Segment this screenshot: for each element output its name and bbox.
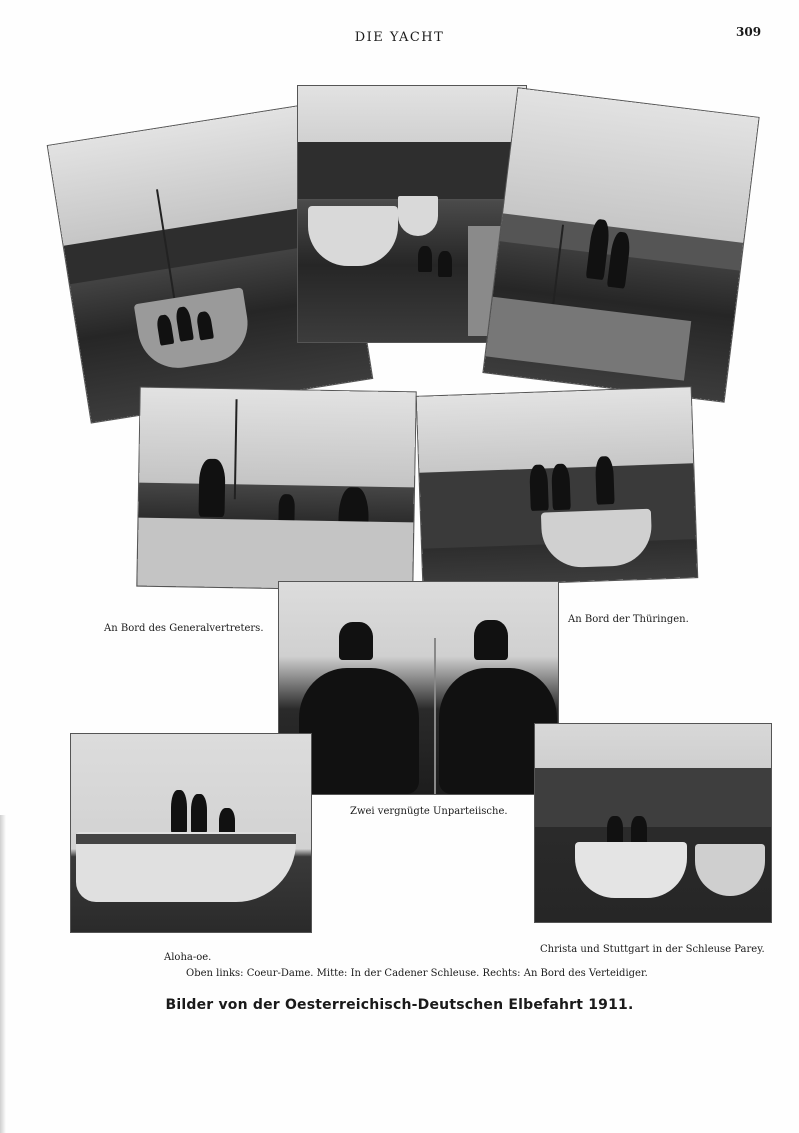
page-edge-shadow (0, 815, 6, 1133)
caption-thueringen: An Bord der Thüringen. (568, 614, 689, 625)
photo-schleuse-parey (535, 724, 771, 922)
caption-overview: Oben links: Coeur-Dame. Mitte: In der Cadener Schleuse. Rechts: An Bord des Verteidiger. (186, 968, 648, 979)
photo-aloha-oe (71, 734, 311, 932)
page-number: 309 (736, 25, 762, 39)
page-title: Bilder von der Oesterreichisch-Deutschen Elbefahrt 1911. (165, 997, 634, 1013)
caption-aloha-oe: Aloha-oe. (164, 952, 212, 963)
photo-zwei-unparteiische (279, 582, 558, 794)
photo-verteidiger (483, 88, 758, 401)
caption-generalvertreter: An Bord des Generalvertreters. (104, 623, 264, 634)
caption-zwei-unparteiische: Zwei vergnügte Unparteiische. (350, 806, 508, 817)
photo-thueringen (417, 387, 697, 586)
caption-schleuse-parey: Christa und Stuttgart in der Schleuse Parey. (540, 944, 765, 955)
running-header: DIE YACHT (354, 30, 445, 45)
photo-generalvertreter (137, 388, 415, 591)
